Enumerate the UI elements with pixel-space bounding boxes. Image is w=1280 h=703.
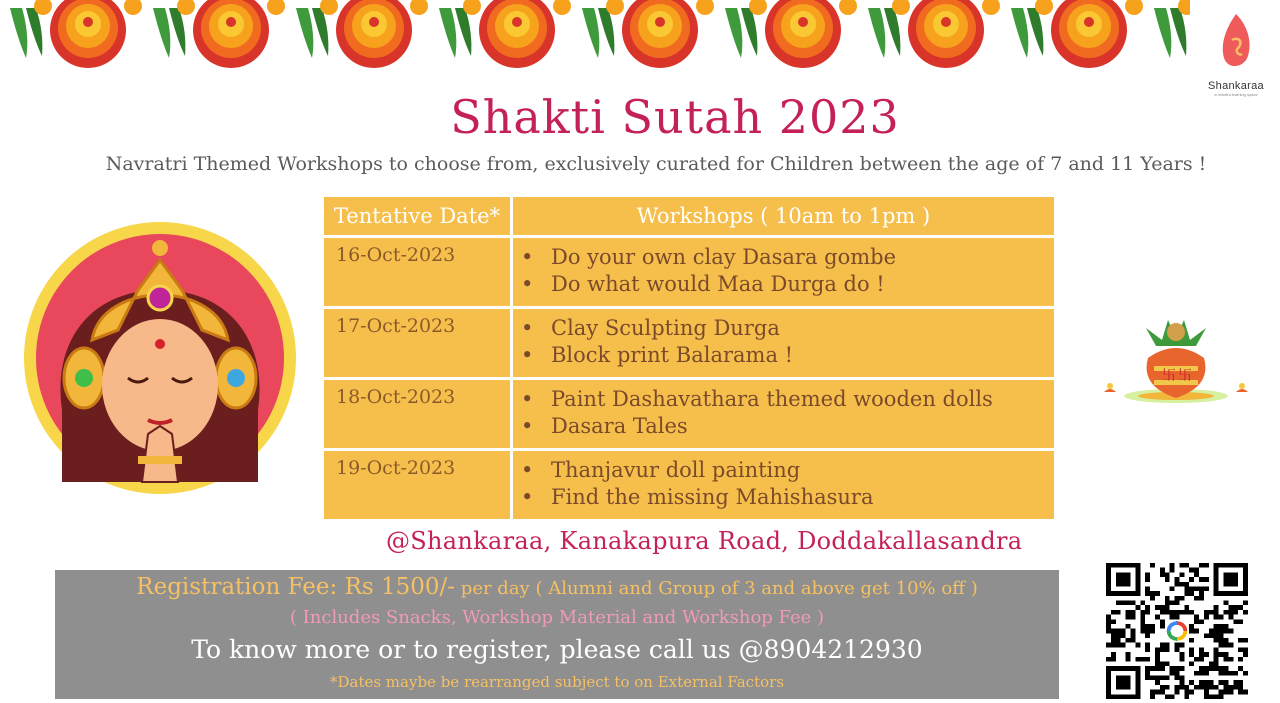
row-workshops <box>512 449 1056 520</box>
header-date: Tentative Date* <box>323 196 512 237</box>
kalash-icon <box>1096 308 1256 408</box>
registration-fee <box>55 572 1059 604</box>
workshop-item: • Do your own clay Dasara gombe <box>521 244 1054 271</box>
table-row <box>323 307 1056 378</box>
row-workshops <box>512 307 1056 378</box>
table-header-row <box>323 196 1056 237</box>
table-row <box>323 378 1056 449</box>
workshop-item: • Clay Sculpting Durga <box>521 315 1054 342</box>
contact-phone[interactable]: To know more or to register, please call us @8904212930 <box>191 635 923 664</box>
workshop-item: • Find the missing Mahishasura <box>521 484 1054 511</box>
fee-details: per day ( Alumni and Group of 3 and above get 10% off ) <box>455 578 978 599</box>
dates-note: *Dates maybe be rearranged subject to on External Factors <box>329 673 785 691</box>
row-date: 16-Oct-2023 <box>323 236 512 307</box>
table-row <box>323 449 1056 520</box>
schedule-table <box>321 194 1057 522</box>
marigold-garland <box>0 0 1190 80</box>
page-title: Shakti Sutah 2023 <box>450 90 900 144</box>
svg-text:卐: 卐 <box>1178 368 1192 384</box>
shankaraa-logo[interactable] <box>1196 12 1276 102</box>
row-workshops <box>512 236 1056 307</box>
qr-code[interactable] <box>1106 563 1248 699</box>
venue-text: @Shankaraa, Kanakapura Road, Doddakallasandra <box>386 527 1023 555</box>
workshop-item: • Paint Dashavathara themed wooden dolls <box>521 386 1054 413</box>
workshop-item: • Thanjavur doll painting <box>521 457 1054 484</box>
fee-main: Registration Fee: Rs 1500/- <box>136 574 456 600</box>
header-workshops: Workshops ( 10am to 1pm ) <box>512 196 1056 237</box>
durga-illustration <box>22 220 298 496</box>
svg-text:卐: 卐 <box>1162 368 1176 384</box>
table-row <box>323 236 1056 307</box>
page-subtitle: Navratri Themed Workshops to choose from, exclusively curated for Children between the age of 7 and 11 Years ! <box>105 153 1207 175</box>
logo-tagline: a mindful learning space <box>1214 92 1258 97</box>
shankaraa-logo-icon <box>1218 12 1254 74</box>
registration-panel <box>55 570 1059 699</box>
row-date: 17-Oct-2023 <box>323 307 512 378</box>
workshop-item: • Block print Balarama ! <box>521 342 1054 369</box>
workshop-item: • Dasara Tales <box>521 413 1054 440</box>
row-date: 18-Oct-2023 <box>323 378 512 449</box>
logo-text: Shankaraa <box>1208 80 1264 92</box>
row-date: 19-Oct-2023 <box>323 449 512 520</box>
row-workshops <box>512 378 1056 449</box>
fee-includes: ( Includes Snacks, Workshop Material and Workshop Fee ) <box>289 607 825 628</box>
workshop-item: • Do what would Maa Durga do ! <box>521 271 1054 298</box>
